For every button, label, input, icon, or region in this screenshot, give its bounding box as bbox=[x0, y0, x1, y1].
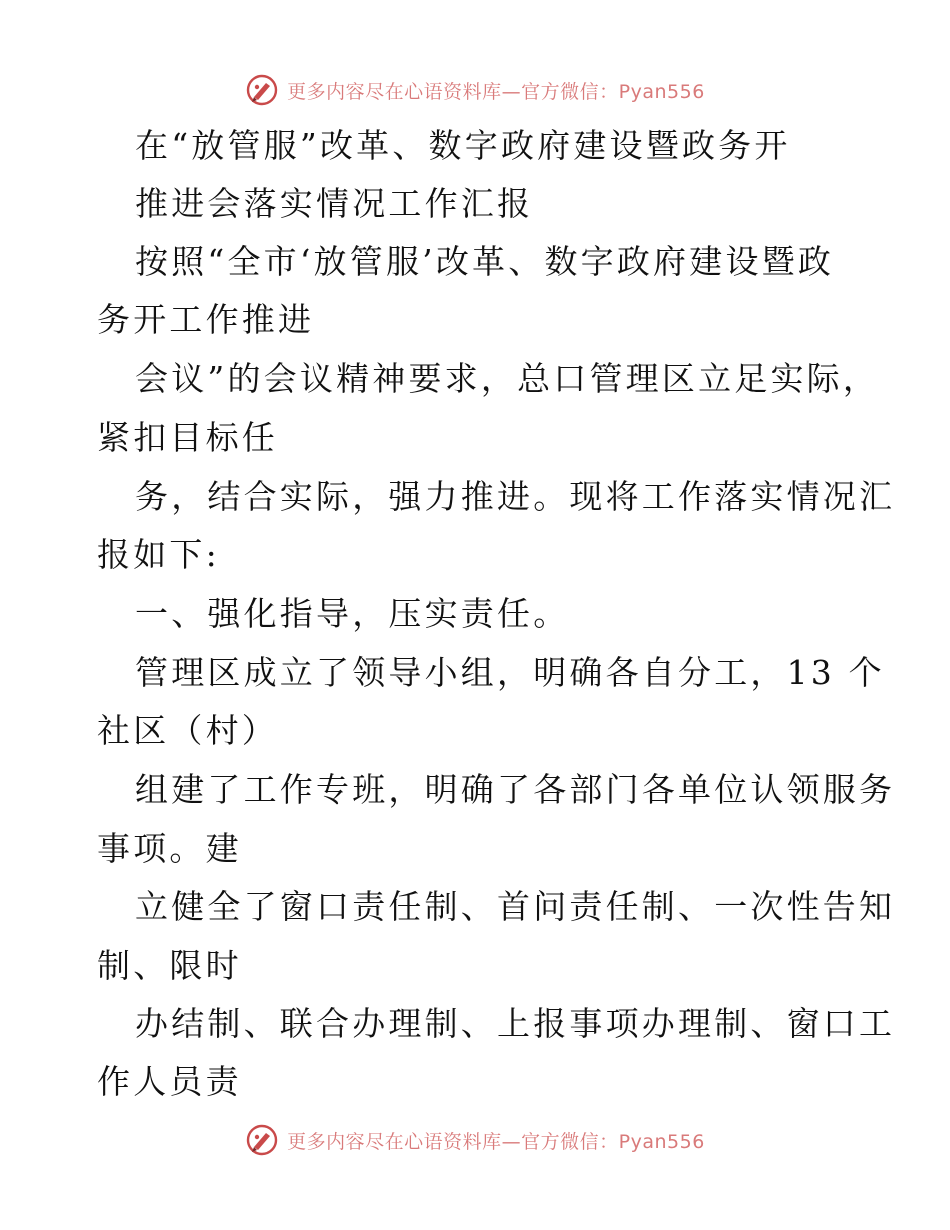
text-line: 立健全了窗口责任制、首问责任制、一次性告知 bbox=[135, 887, 896, 926]
text-line: 在“放管服”改革、数字政府建设暨政务开 bbox=[135, 126, 791, 165]
pen-in-circle-logo-icon bbox=[245, 73, 279, 107]
header-banner bbox=[0, 70, 950, 110]
text-line: 务开工作推进 bbox=[97, 300, 315, 339]
text-line: 报如下: bbox=[97, 535, 220, 574]
text-line: 办结制、联合办理制、上报事项办理制、窗口工 bbox=[135, 1004, 896, 1043]
text-line: 紧扣目标任 bbox=[97, 418, 278, 457]
text-line: 推进会落实情况工作汇报 bbox=[135, 184, 534, 223]
footer-banner-text: 更多内容尽在心语资料库—官方微信：Pyan556 bbox=[287, 1130, 705, 1153]
text-line: 按照“全市‘放管服’改革、数字政府建设暨政 bbox=[135, 242, 835, 281]
text-line: 务，结合实际，强力推进。现将工作落实情况汇 bbox=[135, 477, 896, 516]
text-line: 社区（村） bbox=[97, 711, 278, 750]
text-line: 作人员责 bbox=[97, 1062, 242, 1101]
section-heading: 一、强化指导，压实责任。 bbox=[135, 594, 570, 633]
text-line: 管理区成立了领导小组，明确各自分工，13 个 bbox=[135, 653, 885, 692]
footer-banner bbox=[0, 1120, 950, 1160]
text-line: 制、限时 bbox=[97, 946, 242, 985]
text-line: 事项。建 bbox=[97, 829, 242, 868]
text-line: 会议”的会议精神要求，总口管理区立足实际， bbox=[135, 359, 880, 398]
text-line: 组建了工作专班，明确了各部门各单位认领服务 bbox=[135, 770, 896, 809]
pen-in-circle-logo-icon bbox=[245, 1123, 279, 1157]
header-banner-text: 更多内容尽在心语资料库—官方微信：Pyan556 bbox=[287, 80, 705, 103]
